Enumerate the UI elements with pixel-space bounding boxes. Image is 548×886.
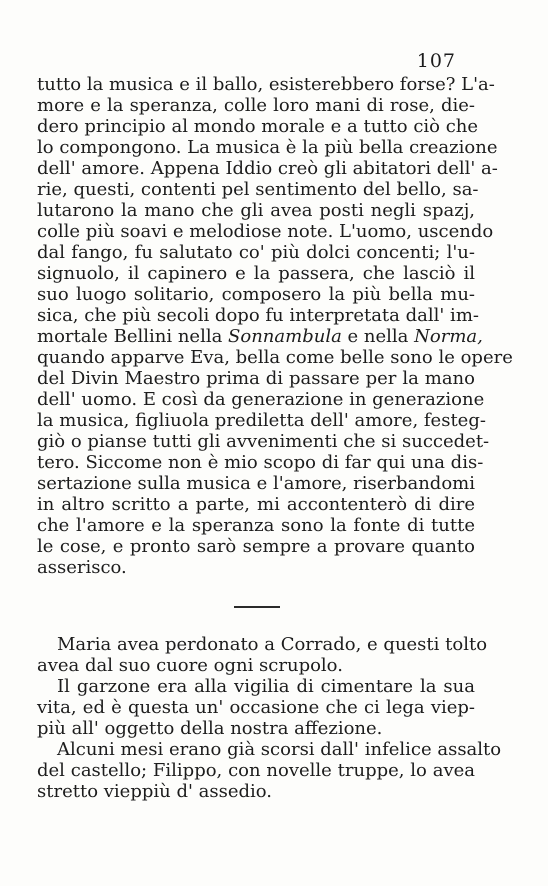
text-line: dero principio al mondo morale e a tutto ciò che [37, 116, 479, 137]
text-line: giò o pianse tutti gli avvenimenti che si succedet- [37, 431, 490, 452]
text-segment: mortale Bellini nella [37, 326, 229, 347]
text-line: più all' oggetto della nostra affezione. [37, 718, 383, 739]
narrative-section [37, 634, 502, 802]
text-line: lo compongono. La musica è la più bella creazione [37, 137, 498, 158]
text-segment: e nella [341, 326, 415, 347]
text-line: del castello; Filippo, con novelle truppe, lo avea [37, 760, 475, 781]
text-line: le cose, e pronto sarò sempre a provare quanto [37, 536, 475, 557]
paragraph-assedio [37, 739, 502, 802]
paragraph-garzone [37, 676, 475, 739]
text-line: Maria avea perdonato a Corrado, e questi tolto [57, 634, 488, 655]
text-line: rie, questi, contenti pel sentimento del bello, sa- [37, 179, 479, 200]
text-line: Alcuni mesi erano già scorsi dall' infelice assalto [57, 739, 502, 760]
text-line: tutto la musica e il ballo, esisterebbero forse? L'a- [37, 74, 495, 95]
text-line: dell' uomo. E così da generazione in generazione [37, 389, 485, 410]
text-line: in altro scritto a parte, mi accontenterò di dire [37, 494, 475, 515]
text-line: sertazione sulla musica e l'amore, riserbandomi [37, 473, 475, 494]
text-line-with-opera-titles [37, 326, 483, 347]
text-line: sica, che più secoli dopo fu interpretata dall' im- [37, 305, 479, 326]
text-line: la musica, figliuola prediletta dell' amore, festeg- [37, 410, 486, 431]
text-line: quando apparve Eva, bella come belle sono le opere [37, 347, 513, 368]
text-line: del Divin Maestro prima di passare per la mano [37, 368, 475, 389]
text-line: vita, ed è questa un' occasione che ci lega viep- [37, 697, 475, 718]
text-line: che l'amore e la speranza sono la fonte di tutte [37, 515, 475, 536]
text-line: dell' amore. Appena Iddio creò gli abitatori dell' a- [37, 158, 498, 179]
paragraph-music-and-love [37, 74, 513, 578]
page-number: 107 [416, 50, 456, 72]
section-separator [234, 606, 280, 608]
opera-title-sonnambula: Sonnambula [228, 326, 342, 347]
text-line: tero. Siccome non è mio scopo di far qui una dis- [37, 452, 484, 473]
text-line: more e la speranza, colle loro mani di rose, die- [37, 95, 475, 116]
text-line: suo luogo solitario, composero la più bella mu- [37, 284, 475, 305]
text-line: dal fango, fu salutato co' più dolci concenti; l'u- [37, 242, 475, 263]
text-line: avea dal suo cuore ogni scrupolo. [37, 655, 343, 676]
text-line: Il garzone era alla vigilia di cimentare la sua [57, 676, 475, 697]
text-line: lutarono la mano che gli avea posti negli spazj, [37, 200, 475, 221]
text-line: signuolo, il capinero e la passera, che lasciò il [37, 263, 475, 284]
paragraph-maria-corrado [37, 634, 488, 676]
text-line: asserisco. [37, 557, 127, 578]
opera-title-norma: Norma, [414, 326, 483, 347]
text-line: colle più soavi e melodiose note. L'uomo, uscendo [37, 221, 494, 242]
text-line: stretto vieppiù d' assedio. [37, 781, 273, 802]
